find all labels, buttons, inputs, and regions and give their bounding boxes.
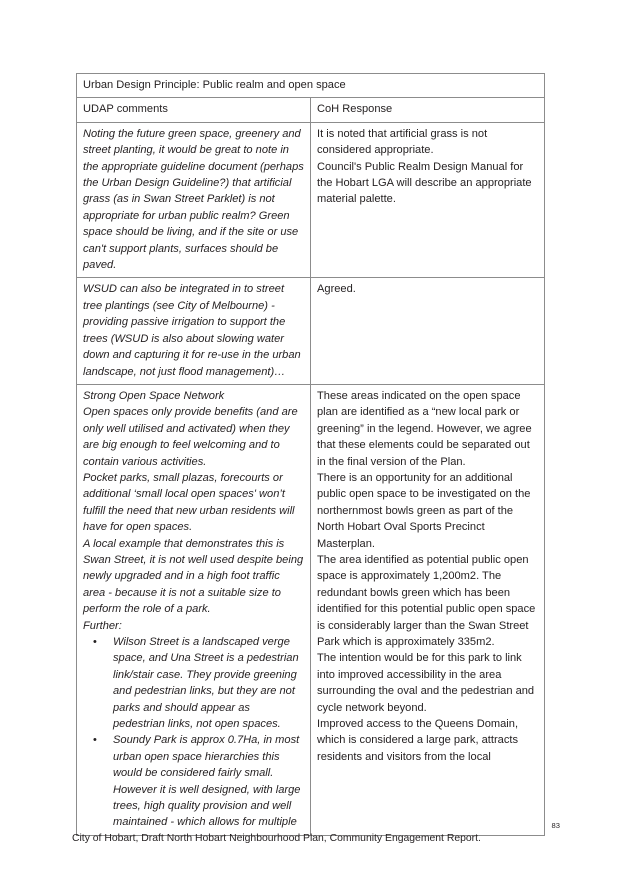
page-number: 83 [551, 821, 560, 830]
udap-paragraph: Noting the future green space, greenery and street planting, it would be great to note in the appropriate guideline document (perhaps the Urban Design Guideline?) that artificial grass (as in Swan Street Parklet) is not appropriate for urban public realm? Green space should be living, and if the site or use can't support plants, surfaces should be paved. [83, 127, 304, 272]
udap-paragraph: Open spaces only provide benefits (and are only well utilised and activated) when they are big enough to feel welcoming and to contain various activities. [83, 406, 298, 468]
list-item-text: Soundy Park is approx 0.7Ha, in most urban open space hierarchies this would be considered fairly small. However it is well designed, with large trees, high quality provision and well maintained - which allows for multiple [113, 734, 301, 829]
udap-subheading: Strong Open Space Network [83, 389, 225, 402]
principle-heading-cell: Urban Design Principle: Public realm and open space [77, 74, 545, 98]
bullet-icon: • [93, 636, 97, 648]
udap-paragraph: Further: [83, 619, 122, 632]
coh-response-cell [311, 384, 545, 835]
coh-paragraph: Agreed. [317, 283, 356, 296]
udap-comments-table [76, 73, 545, 836]
udap-comment-cell [77, 122, 311, 278]
table-row [77, 278, 545, 384]
udap-bullet-list [83, 634, 304, 831]
udap-paragraph: Pocket parks, small plazas, forecourts or additional ‘small local open spaces' won’t fulfill the need that new urban residents will have for open spaces. [83, 471, 295, 534]
coh-paragraph: Improved access to the Queens Domain, which is considered a large park, attracts residents and visitors from the local [317, 718, 519, 763]
coh-paragraph: The area identified as potential public open space is approximately 1,200m2. The redundant bowls green which has been identified for this potential public open space is considerably larger than the Swan Street Park which is approximately 335m2. [317, 553, 536, 648]
coh-paragraph: There is an opportunity for an additional public open space to be investigated on the northernmost bowls green as part of the North Hobart Oval Sports Precinct Masterplan. [317, 471, 531, 550]
column-header-udap-comments: UDAP comments [77, 98, 311, 122]
table-row [77, 384, 545, 835]
list-item [83, 732, 304, 830]
udap-comment-cell [77, 278, 311, 384]
list-item-text: Wilson Street is a landscaped verge space, and Una Street is a pedestrian link/stair case. They provide greening and pedestrian links, but they are not parks and should appear as pedestrian links, not open spaces. [113, 636, 299, 731]
table-row-column-headers [77, 98, 545, 122]
coh-response-cell [311, 278, 545, 384]
footer-text: City of Hobart, Draft North Hobart Neighbourhood Plan, Community Engagement Report. [72, 833, 481, 844]
coh-paragraph: The intention would be for this park to link into improved accessibility in the area surrounding the oval and the pedestrian and cycle network beyond. [317, 652, 535, 714]
table-row-principle-heading [77, 74, 545, 98]
list-item [83, 634, 304, 732]
column-header-coh-response: CoH Response [311, 98, 545, 122]
udap-comment-cell [77, 384, 311, 835]
coh-response-cell [311, 122, 545, 278]
table-row [77, 122, 545, 278]
coh-paragraph: These areas indicated on the open space plan are identified as a “new local park or greening” in the legend. However, we agree that these elements could be separated out in the final version of the Plan. [317, 389, 532, 468]
coh-paragraph: Council's Public Realm Design Manual for the Hobart LGA will describe an appropriate material palette. [317, 160, 532, 206]
udap-paragraph: WSUD can also be integrated in to street tree plantings (see City of Melbourne) - providing passive irrigation to support the trees (WSUD is also about slowing water down and capturing it for re-use in the urban landscape, not just flood management)… [83, 283, 301, 378]
coh-paragraph: It is noted that artificial grass is not considered appropriate. [317, 127, 488, 157]
udap-paragraph: A local example that demonstrates this is Swan Street, it is not well used despite being newly upgraded and in a high foot traffic area - because it is not a suitable size to perform the role of a park. [83, 537, 304, 616]
bullet-icon: • [93, 734, 97, 747]
